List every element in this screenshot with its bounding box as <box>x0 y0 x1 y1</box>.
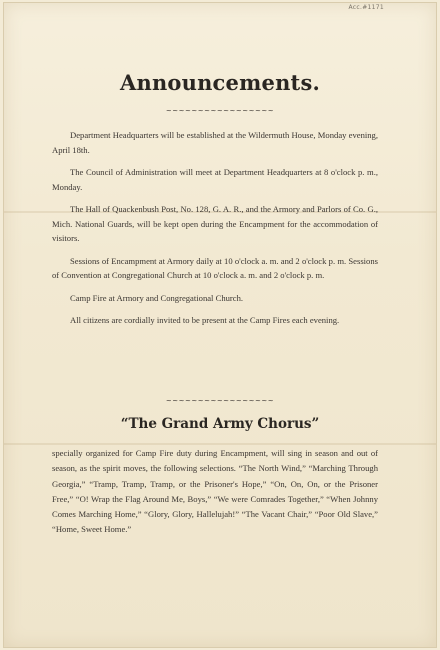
chorus-paragraph: specially organized for Camp Fire duty during Encampment, will sing in season and out of season, as the spirit moves, the following selections. “The North Wind,” “Marching Through Georgia,” “Tramp, Tramp, Tramp, or the Prisoner's Hope,” “On, On, On, or the Prisoner Free,” “O! Wrap the Flag Around Me, Boys,” “We were Comrades Together,” “When Johnny Comes Marching Home,” “Glory, Glory, Hallelujah!” “The Vacant Chair,” “Poor Old Slave,” “Home, Sweet Home.” <box>52 448 378 535</box>
announcement-paragraph: Department Headquarters will be established at the Wildermuth House, Monday evening, April 18th. <box>52 130 378 155</box>
announcement-paragraph: The Hall of Quackenbush Post, No. 128, G. A. R., and the Armory and Parlors of Co. G., Mich. National Guards, will be kept open during the Encampment for the accommodation of visitors. <box>52 204 378 243</box>
ornament-divider: ~~~~~~~~~~~~~~~~~ <box>165 107 275 115</box>
section-heading: “The Grand Army Chorus” <box>120 416 320 432</box>
announcements-section <box>52 128 378 336</box>
ornament-divider: ~~~~~~~~~~~~~~~~~ <box>165 397 275 405</box>
announcement-paragraph: All citizens are cordially invited to be present at the Camp Fires each evening. <box>70 315 340 325</box>
announcement-paragraph: Camp Fire at Armory and Congregational Church. <box>70 292 244 303</box>
accession-number: Acc.#1171 <box>348 4 384 11</box>
fold-line <box>4 443 436 445</box>
announcement-paragraph: The Council of Administration will meet at Department Headquarters at 8 o'clock p. m., Monday. <box>52 167 378 192</box>
announcement-paragraph: Sessions of Encampment at Armory daily at 10 o'clock a. m. and 2 o'clock p. m. Sessions of Convention at Congregational Church at 10 o'clock a. m. and 2 o'clock p. m. <box>52 255 378 280</box>
page-title: Announcements. <box>119 70 320 95</box>
chorus-section <box>52 446 378 546</box>
